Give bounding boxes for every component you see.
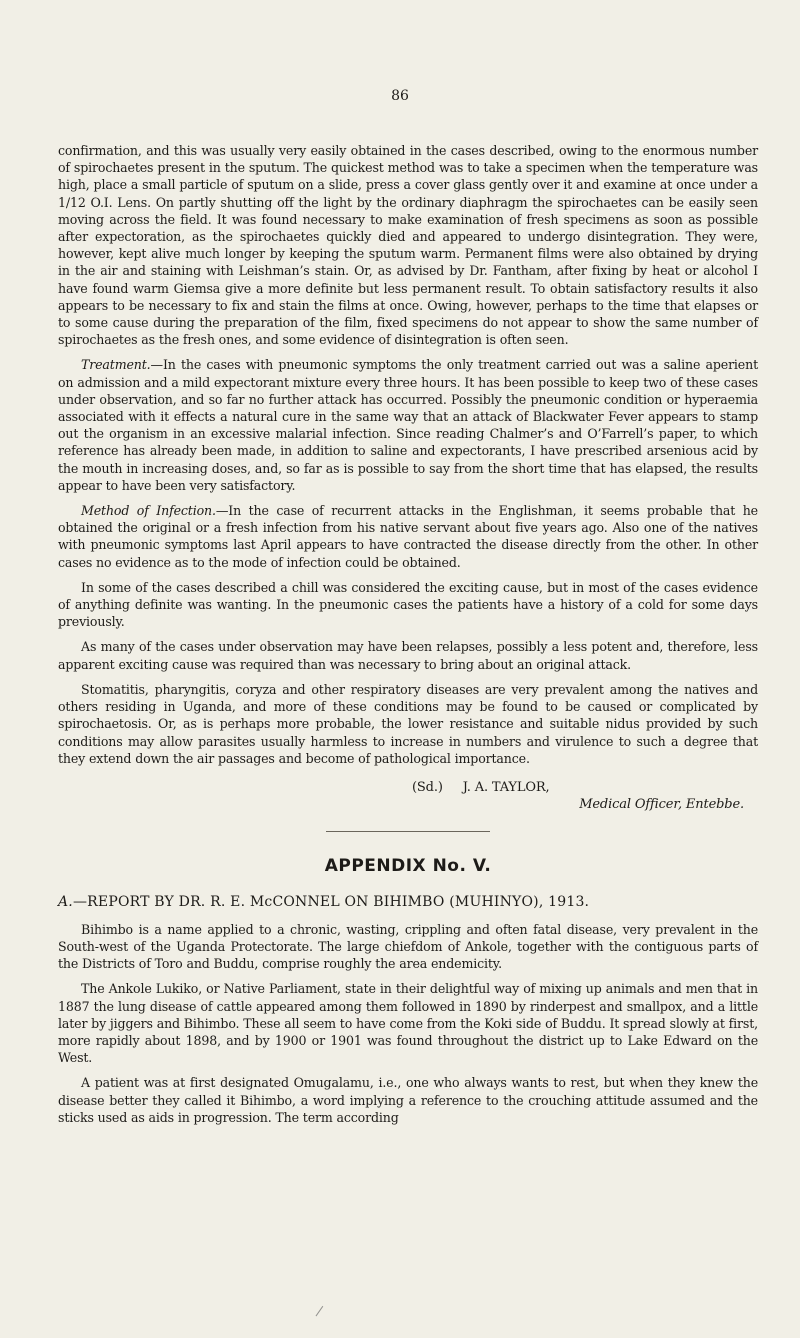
signature-line [58,779,758,796]
signature-sd: (Sd.) [412,779,443,795]
report-heading [58,894,758,911]
appendix-paragraph-2: The Ankole Lukiko, or Native Parliament, state in their delightful way of mixing up animals and men that in 1887 the lung disease of cattle appeared among them followed in 1890 by rinderpest and smallpox, and a little later by jiggers and Bihimbo. These all seem to have come from the Koki side of Buddu. It spread slowly at first, more rapidly about 1898, and by 1900 or 1901 was found throughout the district up to Lake Edward on the West. [58,981,758,1066]
report-letter: A. [58,893,73,910]
signature-title: Medical Officer, Entebbe. [579,797,744,813]
paragraph-lead: Treatment. [81,357,151,373]
paragraph-text: Stomatitis, pharyngitis, coryza and other respiratory diseases are very prevalent among the natives and others residing in Uganda, and more of these conditions may be found to be caused or complicated by spirochaetosis. Or, as is perhaps more probable, the lower resistance and suitable nidus provided by such conditions may allow parasites usually harmless to increase in numbers and virulence to such a degree that they extend down the air passages and become of pathological importance. [58,681,758,766]
signature-block [58,779,758,813]
paragraph-6 [58,681,758,767]
page-body [58,142,758,1134]
page-number: 86 [391,88,409,104]
paragraph-method-of-infection [58,502,758,571]
paragraph-text: In some of the cases described a chill was considered the exciting cause, but in most of the cases evidence of anything definite was wanting. In the pneumonic cases the patients have a history of a cold for some days previously. [58,579,758,630]
signature-name: J. A. TAYLOR, [462,779,550,795]
pencil-mark [316,1306,332,1322]
section-divider [326,831,490,832]
paragraph-lead: Method of Infection. [81,503,216,519]
paragraph-1 [58,142,758,348]
paragraph-text: confirmation, and this was usually very easily obtained in the cases described, owing to the enormous number of spirochaetes present in the sputum. The quickest method was to take a specimen when the temperature was high, place a small particle of sputum on a slide, press a cover glass gently over it and examine at once under a 1/12 O.I. Lens. On partly shutting off the light by the ordinary diaphragm the spirochaetes can be easily seen moving across the field. It was found necessary to make examination of fresh specimens as soon as possible after expectoration, as the spirochaetes quickly died and appeared to undergo disintegration. They were, however, kept alive much longer by keeping the sputum warm. Permanent films were also obtained by drying in the air and staining with Leishman’s stain. Or, as advised by Dr. Fantham, after fixing by heat or alcohol I have found warm Giemsa give a more definite but less permanent result. To obtain satisfactory results it also appears to be necessary to fix and stain the films at once. Owing, however, perhaps to the time that elapses or to some cause during the preparation of the film, fixed specimens do not appear to show the same number of spirochaetes as the fresh ones, and some evidence of disintegration is often seen. [58,143,758,348]
appendix-paragraph-1: Bihimbo is a name applied to a chronic, wasting, crippling and often fatal disease, very prevalent in the South-west of the Uganda Protectorate. The large chiefdom of Ankole, together with the contiguous parts of the Districts of Toro and Buddu, comprise roughly the area endemicity. [58,921,758,972]
appendix-paragraph-3: A patient was at first designated Omugalamu, i.e., one who always wants to rest, but when they knew the disease better they called it Bihimbo, a word implying a reference to the crouching attitude assumed and the sticks used as aids in progression. The term according [58,1075,758,1125]
paragraph-treatment [58,356,758,494]
report-title: —REPORT BY DR. R. E. McCONNEL ON BIHIMBO (MUHINYO), 1913. [72,893,590,910]
appendix-heading: APPENDIX No. V. [324,856,492,877]
paragraph-5 [58,638,758,672]
paragraph-text: —In the case of recurrent attacks in the Englishman, it seems probable that he obtained the original or a fresh infection from his native servant about five years ago. Also one of the natives with pneumonic symptoms last April appears to have contracted the disease directly from the other. In other cases no evidence as to the mode of infection could be obtained. [58,503,758,570]
paragraph-text: —In the cases with pneumonic symptoms the only treatment carried out was a saline aperient on admission and a mild expectorant mixture every three hours. It has been possible to keep two of these cases under observation, and so far no further attack has occurred. Possibly the pneumonic condition or hyperaemia associated with it effects a natural cure in the same way that an attack of Blackwater Fever appears to stamp out the organism in an excessive malarial infection. Since reading Chalmer’s and O’Farrell’s paper, to which reference has already been made, in addition to saline and expectorants, I have prescribed arsenious acid by the mouth in increasing doses, and, so far as is possible to say from the short time that has elapsed, the results appear to have been very satisfactory. [58,357,758,493]
paragraph-4 [58,579,758,631]
paragraph-text: As many of the cases under observation may have been relapses, possibly a less potent and, therefore, less apparent exciting cause was required than was necessary to bring about an original attack. [58,639,758,672]
